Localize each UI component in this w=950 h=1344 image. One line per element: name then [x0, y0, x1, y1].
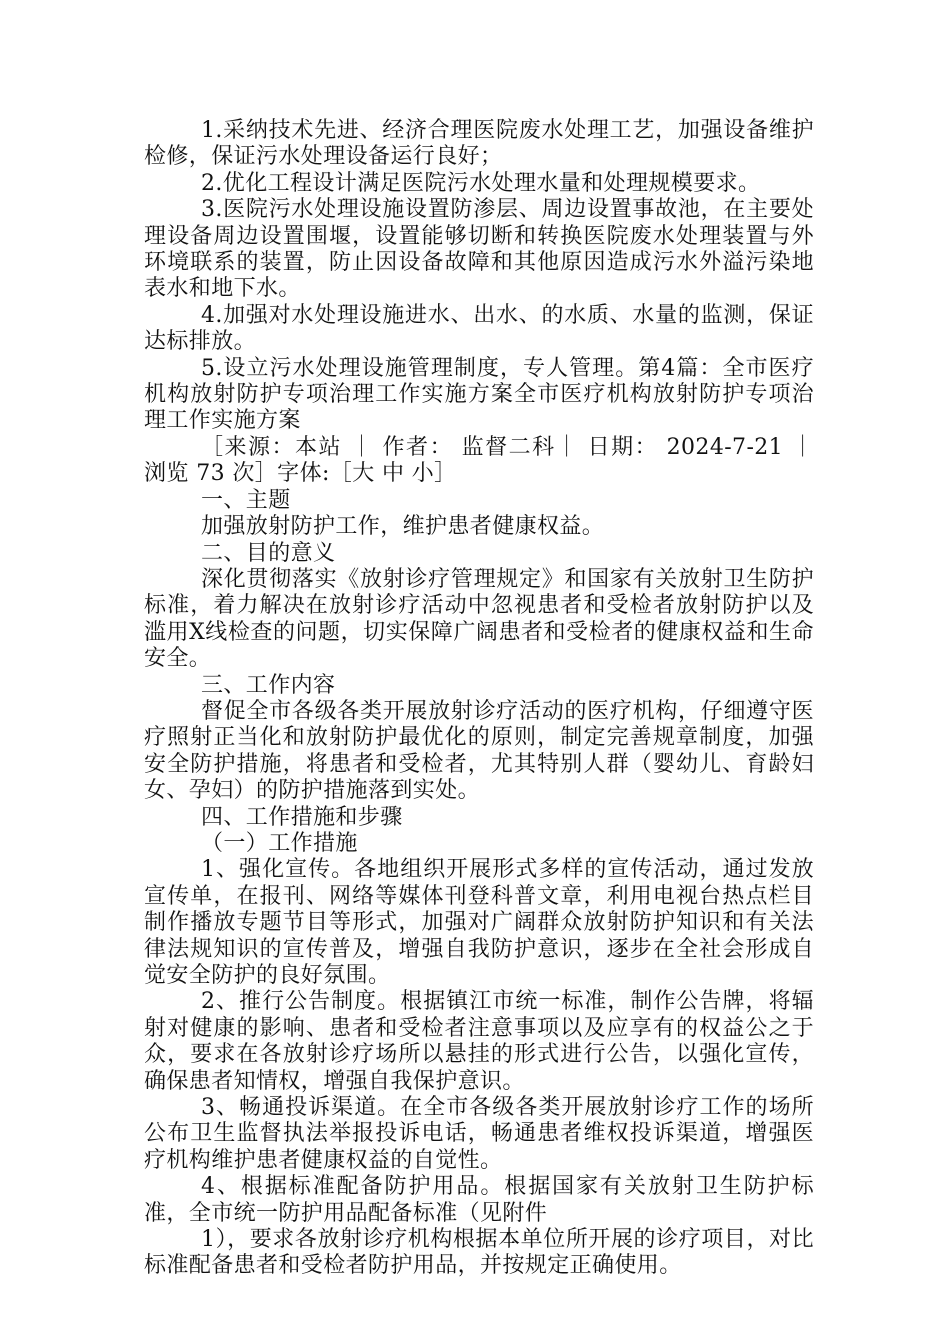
paragraph-measure-equipment: 4、根据标准配备防护用品。根据国家有关放射卫生防护标准，全市统一防护用品配备标准（见附件: [144, 1174, 814, 1226]
paragraph-content: 督促全市各级各类开展放射诊疗活动的医疗机构，仔细遵守医疗照射正当化和放射防护最优化的原则，制定完善规章制度，加强安全防护措施，将患者和受检者，尤其特别人群（婴幼儿、育龄妇女、孕妇）的防护措施落到实处。: [144, 698, 814, 804]
paragraph-measure-5-and-article-title: 5.设立污水处理设施管理制度，专人管理。第4篇：全市医疗机构放射防护专项治理工作实施方案全市医疗机构放射防护专项治理工作实施方案: [144, 355, 814, 434]
paragraph-measure-2: 2.优化工程设计满足医院污水处理水量和处理规模要求。: [201, 170, 761, 196]
section-heading-measures: 四、工作措施和步骤: [201, 804, 403, 830]
section-heading-theme: 一、主题: [201, 487, 291, 513]
paragraph-measure-notice: 2、推行公告制度。根据镇江市统一标准，制作公告牌，将辐射对健康的影响、患者和受检者注意事项以及应享有的权益公之于众，要求在各放射诊疗场所以悬挂的形式进行公告，以强化宣传，确保患者知情权，增强自我保护意识。: [144, 989, 814, 1094]
article-meta-line: ［来源：本站 ｜ 作者： 监督二科｜ 日期： 2024-7-21 ｜ 浏览 73 次］字体:［大 中 小］: [144, 434, 814, 487]
paragraph-measure-1: 1.采纳技术先进、经济合理医院废水处理工艺，加强设备维护检修，保证污水处理设备运行良好；: [144, 118, 814, 170]
paragraph-measure-equipment-continued: 1），要求各放射诊疗机构根据本单位所开展的诊疗项目，对比标准配备患者和受检者防护用品，并按规定正确使用。: [144, 1227, 814, 1279]
paragraph-measure-publicity: 1、强化宣传。各地组织开展形式多样的宣传活动，通过发放宣传单，在报刊、网络等媒体刊登科普文章，利用电视台热点栏目制作播放专题节目等形式，加强对广阔群众放射防护知识和有关法律法规知识的宣传普及，增强自我防护意识，逐步在全社会形成自觉安全防护的良好氛围。: [144, 857, 814, 988]
paragraph-measure-3: 3.医院污水处理设施设置防渗层、周边设置事故池，在主要处理设备周边设置围堰，设置能够切断和转换医院废水处理装置与外环境联系的装置，防止因设备故障和其他原因造成污水外溢污染地表水和地下水。: [144, 197, 814, 302]
paragraph-purpose: 深化贯彻落实《放射诊疗管理规定》和国家有关放射卫生防护标准，着力解决在放射诊疗活动中忽视患者和受检者放射防护以及滥用X线检查的问题，切实保障广阔患者和受检者的健康权益和生命安全。: [144, 566, 814, 672]
paragraph-theme: 加强放射防护工作，维护患者健康权益。: [201, 514, 605, 540]
paragraph-measure-complaints: 3、畅通投诉渠道。在全市各级各类开展放射诊疗工作的场所公布卫生监督执法举报投诉电话，畅通患者维权投诉渠道，增强医疗机构维护患者健康权益的自觉性。: [144, 1095, 814, 1173]
subsection-heading-measures: （一）工作措施: [201, 830, 358, 856]
document-page: [144, 118, 814, 1280]
section-heading-purpose: 二、目的意义: [201, 540, 336, 566]
paragraph-measure-4: 4.加强对水处理设施进水、出水、的水质、水量的监测，保证达标排放。: [144, 302, 814, 355]
section-heading-content: 三、工作内容: [201, 672, 336, 698]
